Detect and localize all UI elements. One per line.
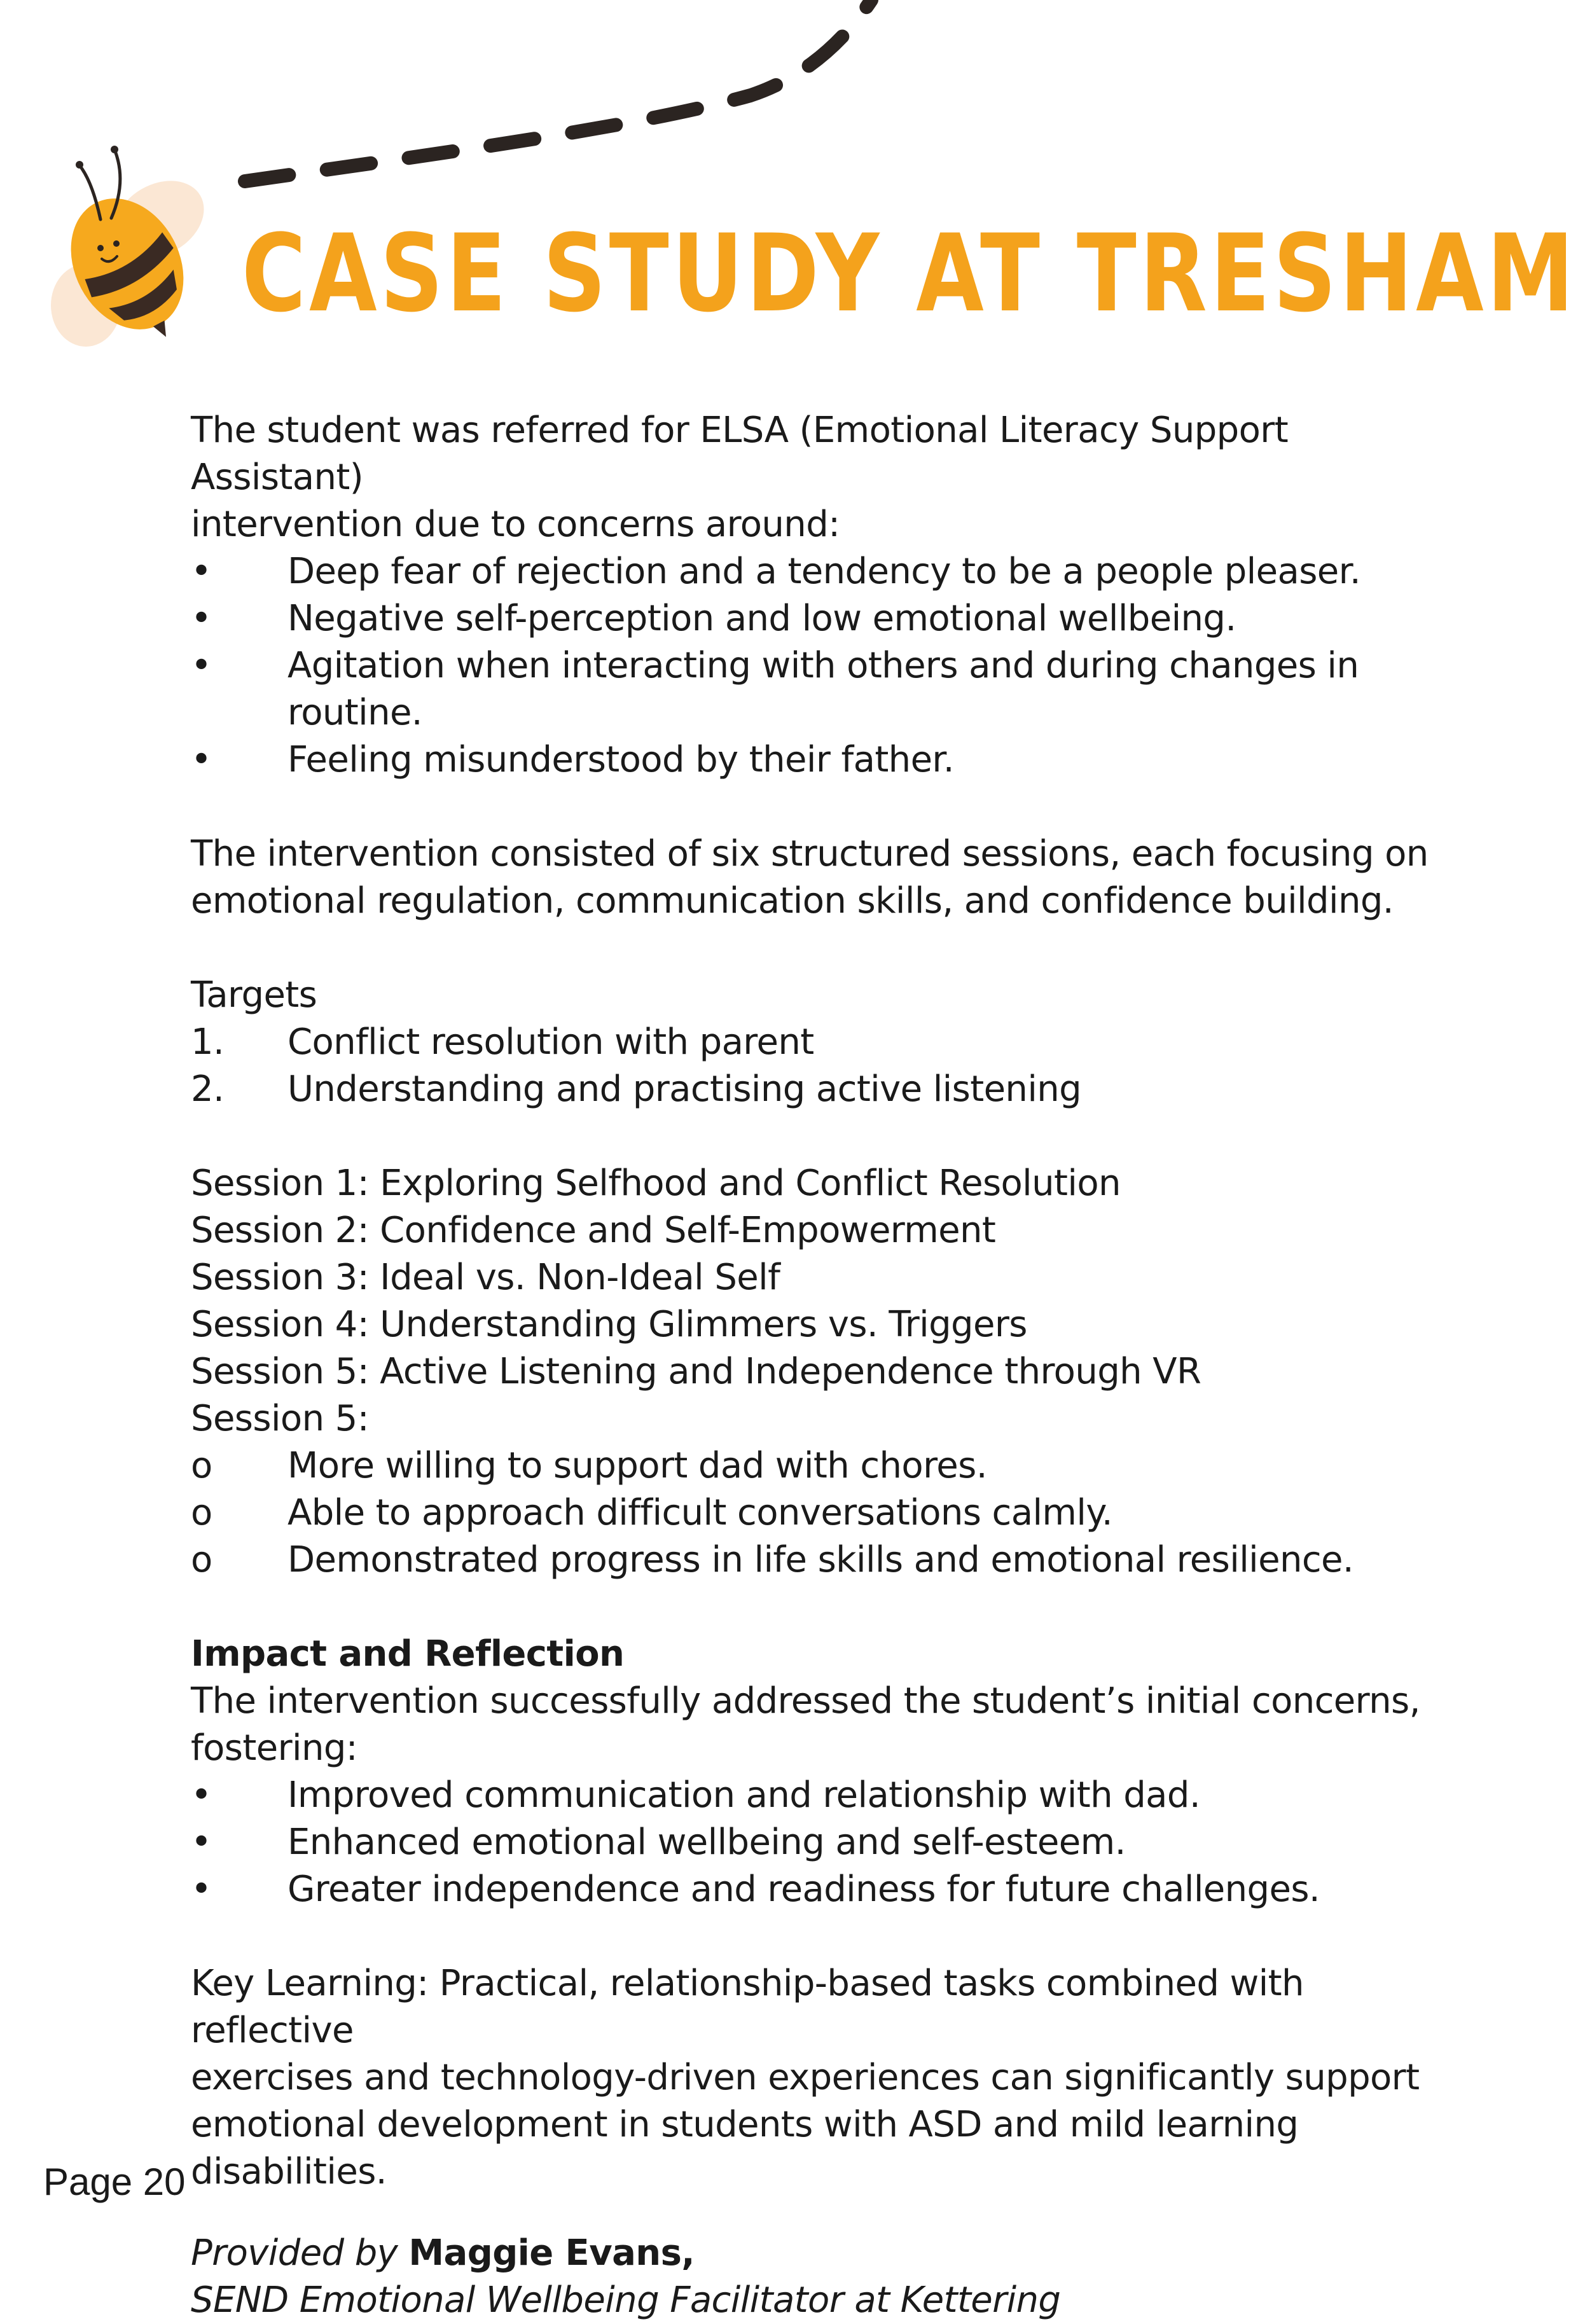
list-item: • Feeling misunderstood by their father. [191,737,1450,784]
list-item: • Improved communication and relationship with dad. [191,1772,1450,1819]
page-title: CASE STUDY AT TRESHAM [242,211,1577,336]
list-item: 2. Understanding and practising active listening [191,1069,1082,1110]
list-item: • Negative self-perception and low emotional wellbeing. [191,595,1450,642]
list-item: • Greater independence and readiness for future challenges. [191,1866,1450,1913]
structure-line: emotional regulation, communication skills, and confidence building. [191,880,1394,922]
key-learning: Key Learning: Practical, relationship-based tasks combined with reflective exercises and technology-driven experiences can significantly support emotional development in students with ASD and mild learning disabilities. [191,1963,1420,2192]
list-item: • Agitation when interacting with others and during changes in routine. [191,642,1450,737]
bee-icon [32,137,235,353]
structure-line: The intervention consisted of six structured sessions, each focusing on [191,833,1429,875]
case-study-body [191,407,1450,2324]
list-item: • Deep fear of rejection and a tendency to be a people pleaser. [191,548,1450,595]
intro-line: intervention due to concerns around: [191,504,840,545]
list-item: o More willing to support dad with chores. [191,1445,987,1486]
list-item: o Demonstrated progress in life skills and emotional resilience. [191,1539,1354,1580]
session-item: Session 2: Confidence and Self-Empowerment [191,1210,996,1251]
session-item: Session 4: Understanding Glimmers vs. Triggers [191,1304,1027,1345]
signature-prefix: Provided by [191,2232,409,2274]
session-item: Session 1: Exploring Selfhood and Conflict Resolution [191,1163,1121,1204]
bullet-marker: • [191,551,212,592]
targets-list [191,1019,1450,1113]
signature [191,2230,1450,2324]
sessions-list [191,1160,1450,1442]
session-item: Session 5: Active Listening and Independence through VR [191,1351,1201,1392]
bullet-marker: • [191,645,212,686]
intro-line: The student was referred for ELSA (Emotional Literacy Support Assistant) [191,410,1289,498]
bullet-marker: • [191,1869,212,1910]
list-item: o Able to approach difficult conversations calmly. [191,1492,1113,1533]
impact-list [191,1772,1450,1913]
list-item: • Enhanced emotional wellbeing and self-esteem. [191,1819,1450,1866]
bullet-marker: • [191,598,212,639]
concerns-list [191,548,1450,784]
session-item: Session 3: Ideal vs. Non-Ideal Self [191,1257,780,1298]
author-role: SEND Emotional Wellbeing Facilitator at Kettering [191,2279,1061,2321]
author-name: Maggie Evans, [408,2232,695,2274]
outcomes-list [191,1442,1450,1584]
list-item: 1. Conflict resolution with parent [191,1021,814,1063]
impact-heading: Impact and Reflection [191,1633,625,1675]
bullet-marker: • [191,1822,212,1863]
page-number: Page 20 [43,2161,186,2203]
bullet-marker: • [191,1774,212,1816]
session-item: Session 5: [191,1398,369,1439]
bullet-marker: • [191,739,212,780]
targets-heading: Targets [191,974,317,1016]
impact-line: The intervention successfully addressed the student’s initial concerns, [191,1680,1420,1722]
impact-line: fostering: [191,1727,358,1769]
